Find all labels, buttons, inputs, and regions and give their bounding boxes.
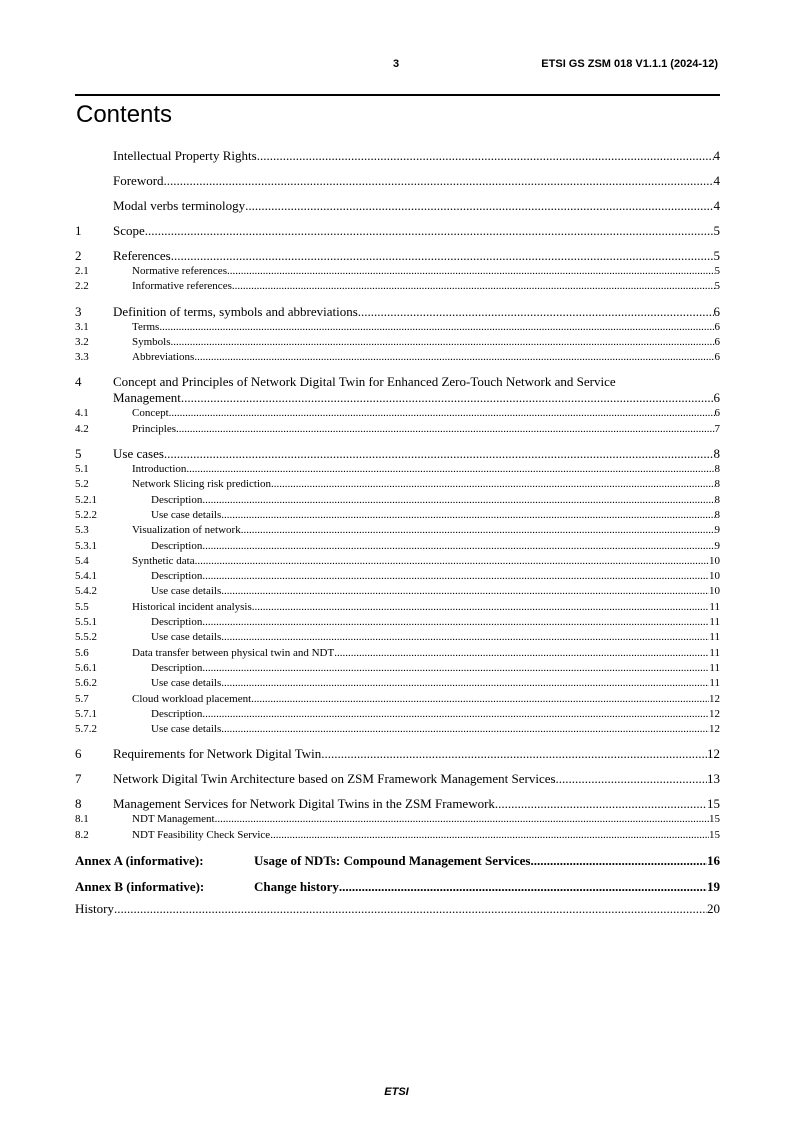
toc-entry-title: Requirements for Network Digital Twin	[113, 746, 322, 762]
toc-entry[interactable]	[75, 462, 720, 477]
toc-entry-title: Definition of terms, symbols and abbreviations	[113, 303, 358, 319]
annex-entry[interactable]	[75, 853, 720, 869]
toc-entry-leader	[202, 569, 709, 584]
toc-entry[interactable]	[75, 796, 720, 812]
toc-entry-leader	[271, 477, 714, 492]
toc-entry-title: Foreword	[113, 173, 164, 188]
toc-entry-leader	[221, 676, 709, 691]
toc-entry-page: 5	[714, 280, 720, 293]
toc-entry-number: 8	[75, 796, 82, 812]
toc-entry-page: 13	[707, 771, 720, 787]
footer-etsi: ETSI	[384, 1086, 409, 1098]
toc-entry-number: 2.1	[75, 265, 89, 277]
toc-entry-page: 11	[709, 631, 720, 644]
toc-entry-number: 2.2	[75, 280, 89, 293]
toc-entry-page: 15	[709, 828, 720, 841]
toc-entry-number: 5.6	[75, 646, 89, 659]
toc-entry-page: 11	[709, 646, 720, 659]
toc-entry-page: 4	[713, 198, 720, 213]
contents-title: Contents	[76, 101, 173, 128]
toc-entry-number: 4.2	[75, 422, 89, 435]
toc-entry-leader	[358, 304, 714, 320]
toc-entry[interactable]	[75, 320, 720, 335]
toc-entry-title: Principles	[132, 422, 176, 435]
toc-entry-number: 5.5	[75, 600, 89, 613]
toc-entry[interactable]	[75, 600, 720, 615]
toc-entry-wrapped-line	[75, 374, 720, 390]
toc-entry-leader	[145, 223, 714, 239]
toc-entry-page: 8	[714, 508, 720, 521]
toc-entry-page: 6	[714, 335, 720, 348]
toc-entry-title: Use case details	[151, 723, 222, 736]
toc-entry-title: Description	[151, 616, 203, 629]
header-rule	[75, 94, 720, 96]
toc-entry[interactable]	[75, 477, 720, 492]
toc-entry-title: Symbols	[132, 335, 171, 348]
toc-entry-title: Intellectual Property Rights	[113, 148, 257, 163]
annex-title: Change history	[254, 879, 339, 895]
toc-entry-number: 5.7	[75, 692, 89, 705]
toc-entry-leader	[159, 320, 714, 335]
toc-entry-number: 3.1	[75, 320, 89, 333]
toc-entry-number: 3	[75, 303, 82, 319]
toc-entry-number: 3.3	[75, 351, 89, 364]
toc-entry-number: 5.6.1	[75, 661, 97, 674]
toc-entry[interactable]	[75, 173, 720, 189]
toc-entry[interactable]	[75, 350, 720, 365]
toc-entry-number: 5.3.1	[75, 539, 97, 552]
toc-entry-number: 8.2	[75, 828, 89, 841]
toc-entry-title: NDT Management	[132, 813, 215, 826]
toc-entry-leader	[186, 462, 714, 477]
toc-entry-page: 8	[714, 478, 720, 491]
annex-page: 16	[707, 853, 720, 869]
toc-entry[interactable]	[75, 248, 720, 264]
toc-entry-number: 4	[75, 374, 82, 390]
toc-entry-leader	[114, 901, 707, 917]
toc-entry-title: Management Services for Network Digital Twins in the ZSM Framework	[113, 796, 495, 812]
toc-entry-leader	[164, 446, 714, 462]
toc-entry-title: Use case details	[151, 585, 222, 598]
toc-entry[interactable]	[75, 335, 720, 350]
toc-entry[interactable]	[75, 279, 720, 294]
toc-entry[interactable]	[75, 422, 720, 437]
toc-entry-page: 6	[714, 407, 720, 420]
toc-entry-page: 12	[709, 692, 720, 705]
toc-entry-number: 2	[75, 248, 82, 263]
annex-leader	[531, 853, 708, 869]
toc-entry-leader	[171, 335, 715, 350]
toc-entry[interactable]	[75, 746, 720, 762]
toc-entry-number: 5.2.1	[75, 493, 97, 506]
toc-entry-history[interactable]	[75, 901, 720, 917]
toc-entry-leader	[252, 600, 710, 615]
toc-entry-title: Description	[151, 493, 203, 506]
toc-entry-leader	[227, 264, 715, 279]
toc-entry[interactable]	[75, 661, 720, 676]
toc-entry-page: 10	[709, 585, 720, 598]
toc-entry[interactable]	[75, 148, 720, 164]
toc-entry-leader	[194, 350, 714, 365]
toc-entry-leader	[270, 828, 709, 843]
toc-entry-number: 6	[75, 746, 82, 762]
toc-entry-page: 12	[707, 746, 720, 762]
toc-entry[interactable]	[75, 493, 720, 508]
annex-page: 19	[707, 879, 720, 895]
toc-entry-leader	[241, 523, 715, 538]
toc-entry-page: 7	[714, 422, 720, 435]
annex-title: Usage of NDTs: Compound Management Services	[254, 853, 531, 869]
toc-entry-title: Abbreviations	[132, 351, 195, 364]
toc-entry-page: 15	[709, 813, 720, 826]
toc-entry-leader	[245, 198, 713, 214]
toc-entry-leader	[176, 422, 715, 437]
toc-entry-title: Description	[151, 570, 203, 583]
toc-entry[interactable]	[75, 707, 720, 722]
toc-entry-page: 8	[714, 493, 720, 506]
document-id: ETSI GS ZSM 018 V1.1.1 (2024-12)	[541, 58, 718, 70]
toc-entry-leader	[195, 554, 709, 569]
toc-entry-title: Synthetic data	[132, 554, 195, 567]
toc-entry[interactable]	[75, 523, 720, 538]
toc-entry-number: 5.5.2	[75, 631, 97, 644]
toc-entry-title: References	[113, 248, 171, 263]
toc-entry[interactable]	[75, 446, 720, 462]
toc-entry-title: Scope	[113, 223, 145, 238]
toc-entry-page: 5	[713, 223, 720, 238]
toc-entry-leader	[334, 646, 709, 661]
toc-entry-title: Use case details	[151, 508, 222, 521]
toc-entry-page: 11	[709, 600, 720, 613]
toc-entry-title: Data transfer between physical twin and NDT	[132, 646, 335, 659]
toc-entry-page: 8	[714, 463, 720, 476]
toc-entry-title: NDT Feasibility Check Service	[132, 828, 271, 841]
toc-entry-title: Modal verbs terminology	[113, 198, 246, 213]
toc-entry-leader	[321, 746, 707, 762]
toc-entry[interactable]	[75, 539, 720, 554]
toc-entry[interactable]	[75, 406, 720, 421]
toc-entry-number: 5.6.2	[75, 677, 97, 690]
toc-entry[interactable]	[75, 390, 720, 406]
toc-entry-page: 10	[709, 554, 720, 567]
toc-entry-leader	[495, 796, 707, 812]
toc-entry-page: 6	[713, 303, 720, 319]
toc-entry-number: 5.4	[75, 554, 89, 567]
toc-entry-leader	[202, 539, 714, 554]
toc-entry-page: 6	[714, 351, 720, 364]
toc-entry[interactable]	[75, 646, 720, 661]
toc-entry-page: 6	[713, 390, 720, 406]
toc-entry-leader	[556, 771, 707, 787]
toc-entry-number: 5.1	[75, 463, 89, 476]
page-number: 3	[393, 58, 400, 70]
toc-entry-leader	[251, 692, 709, 707]
toc-entry-page: 4	[713, 173, 720, 188]
toc-entry-title: Concept	[132, 407, 169, 420]
toc-entry-title: History	[75, 901, 114, 917]
toc-entry-leader	[202, 707, 709, 722]
toc-entry-page: 9	[714, 524, 720, 537]
toc-entry-leader	[169, 406, 715, 421]
toc-entry-page: 11	[709, 616, 720, 629]
toc-entry-leader	[215, 812, 709, 827]
toc-entry-number: 8.1	[75, 813, 89, 826]
toc-entry-number: 5.2.2	[75, 508, 97, 521]
toc-entry-title: Cloud workload placement	[132, 692, 252, 705]
table-of-contents	[75, 148, 720, 917]
toc-entry-title: Management	[113, 390, 181, 406]
toc-entry-page: 5	[714, 265, 720, 277]
toc-entry[interactable]	[75, 584, 720, 599]
toc-entry-leader	[232, 279, 715, 294]
toc-entry-number: 5.5.1	[75, 616, 97, 629]
toc-entry-number: 1	[75, 223, 82, 238]
toc-entry-page: 20	[707, 901, 720, 917]
toc-entry-number: 5.2	[75, 478, 89, 491]
toc-entry-title: Description	[151, 539, 203, 552]
toc-entry[interactable]	[75, 692, 720, 707]
toc-entry-leader	[164, 173, 714, 189]
annex-entry[interactable]	[75, 879, 720, 895]
toc-entry[interactable]	[75, 676, 720, 691]
toc-entry[interactable]	[75, 812, 720, 827]
toc-entry-title: Description	[151, 661, 203, 674]
toc-entry-title: Use case details	[151, 631, 222, 644]
toc-entry-title: Use cases	[113, 446, 164, 462]
toc-entry-number: 4.1	[75, 407, 89, 420]
toc-entry-page: 4	[713, 148, 720, 163]
toc-entry[interactable]	[75, 223, 720, 239]
toc-entry[interactable]	[75, 569, 720, 584]
toc-entry-title: Description	[151, 707, 203, 720]
toc-entry-page: 12	[709, 707, 720, 720]
toc-entry-leader	[202, 615, 709, 630]
toc-entry[interactable]	[75, 198, 720, 214]
toc-entry[interactable]	[75, 508, 720, 523]
toc-entry[interactable]	[75, 554, 720, 569]
toc-entry-page: 11	[709, 661, 720, 674]
toc-entry[interactable]	[75, 264, 720, 279]
toc-entry-title: Visualization of network	[132, 524, 241, 537]
toc-entry-page: 12	[709, 723, 720, 736]
toc-entry-number: 5.3	[75, 524, 89, 537]
toc-entry-title: Introduction	[132, 463, 187, 476]
toc-entry-title: Informative references	[132, 280, 232, 293]
toc-entry-leader	[221, 630, 709, 645]
toc-entry-leader	[181, 390, 714, 406]
toc-entry-page: 11	[709, 677, 720, 690]
toc-entry-number: 5.4.2	[75, 585, 97, 598]
toc-entry-page: 9	[714, 539, 720, 552]
toc-entry-leader	[221, 508, 714, 523]
toc-entry-leader	[202, 493, 714, 508]
toc-entry-leader	[221, 722, 709, 737]
toc-entry-number: 5	[75, 446, 82, 462]
toc-entry-title-line1: Concept and Principles of Network Digital Twin for Enhanced Zero-Touch Network and Service	[113, 374, 616, 390]
toc-entry-leader	[202, 661, 709, 676]
toc-entry-title: Historical incident analysis	[132, 600, 252, 613]
toc-entry[interactable]	[75, 304, 720, 320]
toc-entry-title: Use case details	[151, 677, 222, 690]
annex-label: Annex A (informative):	[75, 853, 204, 869]
toc-entry[interactable]	[75, 722, 720, 737]
annex-leader	[339, 879, 707, 895]
toc-entry-page: 6	[714, 320, 720, 333]
toc-entry-number: 7	[75, 771, 82, 787]
toc-entry-leader	[257, 148, 714, 164]
toc-entry[interactable]	[75, 828, 720, 843]
toc-entry-page: 5	[713, 248, 720, 263]
annex-label: Annex B (informative):	[75, 879, 205, 895]
toc-entry-number: 5.7.1	[75, 707, 97, 720]
toc-entry-title: Terms	[132, 320, 160, 333]
toc-entry[interactable]	[75, 630, 720, 645]
toc-entry-page: 8	[713, 446, 720, 462]
toc-entry-number: 5.7.2	[75, 723, 97, 736]
toc-entry-title: Network Slicing risk prediction	[132, 478, 272, 491]
toc-entry-number: 5.4.1	[75, 570, 97, 583]
toc-entry-title: Network Digital Twin Architecture based on ZSM Framework Management Services	[113, 771, 556, 787]
toc-entry[interactable]	[75, 771, 720, 787]
toc-entry-page: 10	[709, 570, 720, 583]
toc-entry-number: 3.2	[75, 335, 89, 348]
toc-entry-page: 15	[707, 796, 720, 812]
toc-entry-title: Normative references	[132, 265, 227, 277]
toc-entry-leader	[171, 248, 714, 264]
toc-entry[interactable]	[75, 615, 720, 630]
toc-entry-leader	[221, 584, 709, 599]
